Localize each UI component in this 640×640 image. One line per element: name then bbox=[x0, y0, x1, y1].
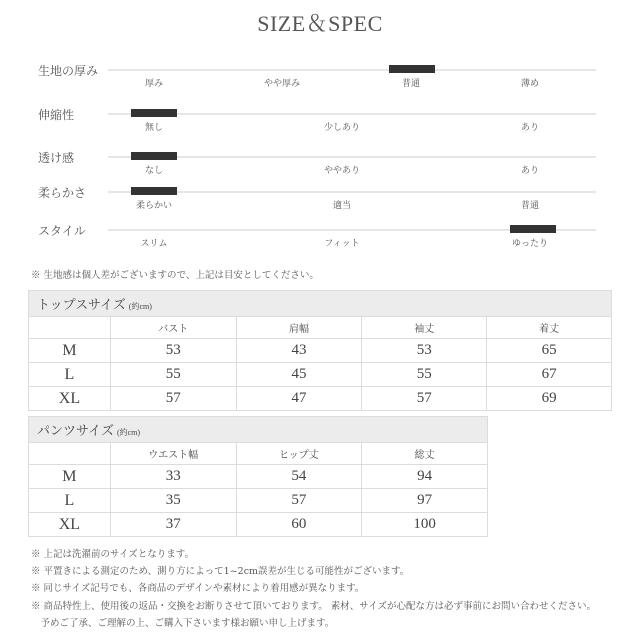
scale-label: 生地の厚み bbox=[38, 64, 99, 78]
scale-fabric-thickness bbox=[0, 64, 640, 101]
scale-style bbox=[0, 224, 640, 261]
scale-label: 透け感 bbox=[38, 151, 75, 165]
scale-marker bbox=[131, 187, 177, 195]
scale-label: 柔らかさ bbox=[38, 186, 87, 200]
scale-track bbox=[108, 69, 596, 71]
scale-marker bbox=[131, 109, 177, 117]
scale-option: フィット bbox=[324, 239, 360, 249]
scale-label: 伸縮性 bbox=[38, 108, 75, 122]
scale-label: スタイル bbox=[38, 224, 86, 238]
scale-softness bbox=[0, 186, 640, 223]
pants-size-table bbox=[28, 416, 488, 537]
note-line: ※ 商品特性上、使用後の返品・交換をお断りさせて頂いております。 素材、サイズが心配な方は必ず事前にお問い合わせください。 bbox=[31, 601, 597, 612]
table-row: M 53 43 53 65 bbox=[29, 339, 612, 363]
scale-option: 柔らかい bbox=[135, 201, 173, 211]
fabric-note: ※ 生地感は個人差がございますので、上記は目安としてください。 bbox=[31, 270, 319, 281]
scale-option: 厚み bbox=[144, 79, 164, 89]
scale-sheerness bbox=[0, 151, 640, 188]
note-line: ※ 同じサイズ記号でも、各商品のデザインや素材により着用感が異なります。 bbox=[31, 583, 365, 594]
scale-track bbox=[108, 113, 596, 115]
scale-option: やや厚み bbox=[263, 79, 301, 89]
note-line: 予めご了承、ご理解の上、ご購入下さいます様お願い申し上げます。 bbox=[31, 618, 335, 629]
scale-option: ゆったり bbox=[512, 239, 548, 249]
scale-option: あり bbox=[520, 123, 540, 133]
scale-option: 無し bbox=[144, 123, 164, 133]
scale-option: 適当 bbox=[332, 201, 352, 211]
pants-table-caption: パンツサイズ (約cm) bbox=[29, 417, 488, 443]
table-row: XL 37 60 100 bbox=[29, 513, 488, 537]
scale-marker bbox=[510, 225, 556, 233]
scale-option: 普通 bbox=[520, 201, 540, 211]
page-title: SIZE＆SPEC bbox=[257, 11, 383, 36]
scale-option: あり bbox=[520, 166, 540, 176]
scale-option: 少しあり bbox=[323, 123, 361, 133]
unit-label: (約cm) bbox=[128, 302, 152, 311]
table-row: XL 57 47 57 69 bbox=[29, 387, 612, 411]
scale-option: 普通 bbox=[401, 79, 421, 89]
table-header-row: ウエスト幅 ヒップ丈 総丈 bbox=[29, 443, 488, 465]
scale-track bbox=[108, 156, 596, 158]
scale-track bbox=[108, 191, 596, 193]
table-row: M 33 54 94 bbox=[29, 465, 488, 489]
tops-size-table bbox=[28, 290, 612, 411]
scale-option: なし bbox=[144, 166, 164, 176]
unit-label: (約cm) bbox=[116, 428, 141, 437]
scale-option: 薄め bbox=[520, 79, 540, 89]
table-row: L 55 45 55 67 bbox=[29, 363, 612, 387]
note-line: ※ 上記は洗濯前のサイズとなります。 bbox=[31, 549, 195, 560]
scale-stretch bbox=[0, 108, 640, 145]
scale-marker bbox=[389, 65, 435, 73]
scale-option: ややあり bbox=[323, 166, 361, 176]
note-line: ※ 平置きによる測定のため、測り方によって1~2cm誤差が生じる可能性がございます。 bbox=[31, 566, 410, 577]
scale-option: スリム bbox=[140, 239, 168, 249]
table-row: L 35 57 97 bbox=[29, 489, 488, 513]
tops-table-caption: トップスサイズ (約cm) bbox=[29, 291, 612, 317]
table-header-row: バスト 肩幅 袖丈 着丈 bbox=[29, 317, 612, 339]
scale-marker bbox=[131, 152, 177, 160]
